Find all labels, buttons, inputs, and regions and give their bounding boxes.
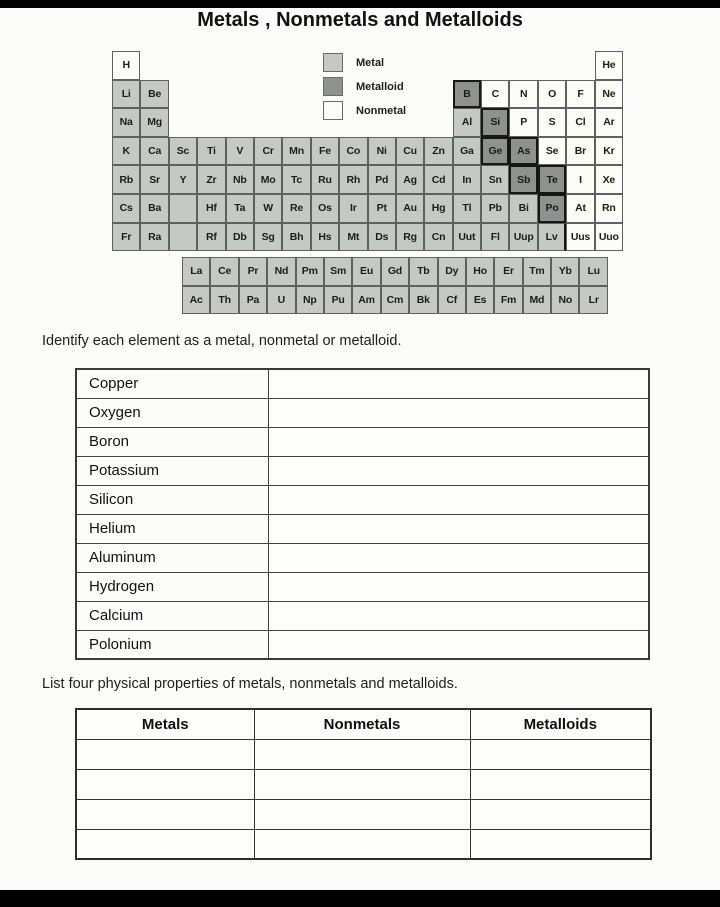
element-cell-Ar: Ar bbox=[595, 108, 623, 137]
property-answer-cell[interactable] bbox=[254, 829, 470, 859]
element-cell-Ba: Ba bbox=[140, 194, 168, 223]
element-cell-Rg: Rg bbox=[396, 223, 424, 252]
legend bbox=[323, 53, 406, 125]
element-cell-Hf: Hf bbox=[197, 194, 225, 223]
element-cell-Fm: Fm bbox=[494, 286, 522, 315]
element-cell-Li: Li bbox=[112, 80, 140, 109]
element-cell-V: V bbox=[226, 137, 254, 166]
element-cell-Er: Er bbox=[494, 257, 522, 286]
element-cell-Zr: Zr bbox=[197, 165, 225, 194]
element-cell-Cm: Cm bbox=[381, 286, 409, 315]
element-name-cell: Calcium bbox=[76, 601, 268, 630]
identify-row bbox=[76, 572, 649, 601]
property-answer-cell[interactable] bbox=[254, 799, 470, 829]
element-cell-Db: Db bbox=[226, 223, 254, 252]
element-cell-Te: Te bbox=[538, 165, 566, 194]
element-cell-Rb: Rb bbox=[112, 165, 140, 194]
element-cell-Sn: Sn bbox=[481, 165, 509, 194]
element-cell-Rf: Rf bbox=[197, 223, 225, 252]
element-cell-Lv: Lv bbox=[538, 223, 566, 252]
element-cell-Na: Na bbox=[112, 108, 140, 137]
answer-cell[interactable] bbox=[268, 369, 649, 398]
properties-header-nonmetals: Nonmetals bbox=[254, 709, 470, 739]
element-cell-Am: Am bbox=[352, 286, 380, 315]
element-cell-Cr: Cr bbox=[254, 137, 282, 166]
legend-label-nonmetal: Nonmetal bbox=[356, 104, 407, 117]
element-cell-Cs: Cs bbox=[112, 194, 140, 223]
element-name-cell: Helium bbox=[76, 514, 268, 543]
element-cell-Mg: Mg bbox=[140, 108, 168, 137]
element-cell-Tc: Tc bbox=[282, 165, 310, 194]
identify-table bbox=[75, 368, 650, 660]
answer-cell[interactable] bbox=[268, 456, 649, 485]
element-cell-Tm: Tm bbox=[523, 257, 551, 286]
legend-item-metal bbox=[323, 53, 406, 72]
legend-label-metal: Metal bbox=[356, 56, 385, 69]
element-cell-Sr: Sr bbox=[140, 165, 168, 194]
element-name-cell: Aluminum bbox=[76, 543, 268, 572]
element-cell-Uuo: Uuo bbox=[595, 223, 623, 252]
legend-item-metalloid bbox=[323, 77, 406, 96]
properties-prompt: List four physical properties of metals, nonmetals and metalloids. bbox=[42, 676, 458, 692]
element-cell-K: K bbox=[112, 137, 140, 166]
element-cell-Eu: Eu bbox=[352, 257, 380, 286]
properties-row bbox=[76, 769, 651, 799]
element-cell-Fr: Fr bbox=[112, 223, 140, 252]
element-cell-Ra: Ra bbox=[140, 223, 168, 252]
nonmetal-color-swatch bbox=[323, 101, 343, 120]
element-cell-Se: Se bbox=[538, 137, 566, 166]
element-cell-Rn: Rn bbox=[595, 194, 623, 223]
element-cell-Ga: Ga bbox=[453, 137, 481, 166]
property-answer-cell[interactable] bbox=[254, 739, 470, 769]
element-cell-Ds: Ds bbox=[368, 223, 396, 252]
element-cell-Bk: Bk bbox=[409, 286, 437, 315]
element-cell-P: P bbox=[509, 108, 537, 137]
identify-row bbox=[76, 427, 649, 456]
element-cell-Cd: Cd bbox=[424, 165, 452, 194]
element-cell-Ce: Ce bbox=[210, 257, 238, 286]
element-cell-Fe: Fe bbox=[311, 137, 339, 166]
answer-cell[interactable] bbox=[268, 630, 649, 659]
page-title: Metals , Nonmetals and Metalloids bbox=[197, 9, 523, 31]
element-cell-Sg: Sg bbox=[254, 223, 282, 252]
element-cell-Kr: Kr bbox=[595, 137, 623, 166]
element-cell-Ho: Ho bbox=[466, 257, 494, 286]
element-cell-Th: Th bbox=[210, 286, 238, 315]
element-cell-Sm: Sm bbox=[324, 257, 352, 286]
element-name-cell: Boron bbox=[76, 427, 268, 456]
element-cell-Ne: Ne bbox=[595, 80, 623, 109]
identify-row bbox=[76, 630, 649, 659]
properties-table bbox=[75, 708, 652, 860]
element-cell-Mt: Mt bbox=[339, 223, 367, 252]
properties-row bbox=[76, 829, 651, 859]
property-answer-cell[interactable] bbox=[470, 799, 651, 829]
element-cell-W: W bbox=[254, 194, 282, 223]
element-cell-Fl: Fl bbox=[481, 223, 509, 252]
identify-prompt: Identify each element as a metal, nonmetal or metalloid. bbox=[42, 333, 402, 349]
element-cell-Cn: Cn bbox=[424, 223, 452, 252]
element-cell-Y: Y bbox=[169, 165, 197, 194]
element-cell-Ge: Ge bbox=[481, 137, 509, 166]
element-name-cell: Silicon bbox=[76, 485, 268, 514]
element-cell-C: C bbox=[481, 80, 509, 109]
element-cell-Ni: Ni bbox=[368, 137, 396, 166]
element-cell-H: H bbox=[112, 51, 140, 80]
empty-cell bbox=[169, 194, 197, 223]
element-cell-Au: Au bbox=[396, 194, 424, 223]
element-cell-Si: Si bbox=[481, 108, 509, 137]
property-answer-cell[interactable] bbox=[470, 829, 651, 859]
answer-cell[interactable] bbox=[268, 543, 649, 572]
element-cell-In: In bbox=[453, 165, 481, 194]
element-cell-F: F bbox=[566, 80, 594, 109]
answer-cell[interactable] bbox=[268, 514, 649, 543]
element-cell-At: At bbox=[566, 194, 594, 223]
element-cell-Ca: Ca bbox=[140, 137, 168, 166]
properties-header-metals: Metals bbox=[76, 709, 254, 739]
property-answer-cell[interactable] bbox=[470, 739, 651, 769]
element-cell-Pa: Pa bbox=[239, 286, 267, 315]
element-cell-Al: Al bbox=[453, 108, 481, 137]
element-cell-Pb: Pb bbox=[481, 194, 509, 223]
element-cell-Md: Md bbox=[523, 286, 551, 315]
element-cell-Ir: Ir bbox=[339, 194, 367, 223]
bottom-black-bar bbox=[0, 890, 720, 907]
answer-cell[interactable] bbox=[268, 398, 649, 427]
answer-cell[interactable] bbox=[268, 601, 649, 630]
element-cell-Dy: Dy bbox=[438, 257, 466, 286]
answer-cell[interactable] bbox=[268, 485, 649, 514]
element-cell-Uus: Uus bbox=[566, 223, 594, 252]
top-black-bar bbox=[0, 0, 720, 8]
element-cell-Pd: Pd bbox=[368, 165, 396, 194]
element-cell-Co: Co bbox=[339, 137, 367, 166]
properties-row bbox=[76, 739, 651, 769]
element-name-cell: Hydrogen bbox=[76, 572, 268, 601]
element-cell-Uut: Uut bbox=[453, 223, 481, 252]
element-cell-Pt: Pt bbox=[368, 194, 396, 223]
element-cell-Gd: Gd bbox=[381, 257, 409, 286]
element-cell-N: N bbox=[509, 80, 537, 109]
element-cell-Sc: Sc bbox=[169, 137, 197, 166]
properties-header-metalloids: Metalloids bbox=[470, 709, 651, 739]
element-cell-Sb: Sb bbox=[509, 165, 537, 194]
properties-row bbox=[76, 799, 651, 829]
properties-header-row bbox=[76, 709, 651, 739]
identify-row bbox=[76, 514, 649, 543]
element-cell-Cl: Cl bbox=[566, 108, 594, 137]
answer-cell[interactable] bbox=[268, 427, 649, 456]
property-answer-cell[interactable] bbox=[76, 799, 254, 829]
element-cell-Bh: Bh bbox=[282, 223, 310, 252]
element-cell-Lr: Lr bbox=[579, 286, 607, 315]
element-cell-Es: Es bbox=[466, 286, 494, 315]
element-cell-As: As bbox=[509, 137, 537, 166]
element-cell-Ru: Ru bbox=[311, 165, 339, 194]
element-cell-Hs: Hs bbox=[311, 223, 339, 252]
element-cell-No: No bbox=[551, 286, 579, 315]
property-answer-cell[interactable] bbox=[470, 769, 651, 799]
element-cell-Be: Be bbox=[140, 80, 168, 109]
element-cell-Os: Os bbox=[311, 194, 339, 223]
element-cell-Mo: Mo bbox=[254, 165, 282, 194]
element-cell-Pr: Pr bbox=[239, 257, 267, 286]
identify-row bbox=[76, 543, 649, 572]
answer-cell[interactable] bbox=[268, 572, 649, 601]
legend-label-metalloid: Metalloid bbox=[356, 80, 404, 93]
element-name-cell: Oxygen bbox=[76, 398, 268, 427]
element-cell-Yb: Yb bbox=[551, 257, 579, 286]
element-cell-Tb: Tb bbox=[409, 257, 437, 286]
element-cell-Zn: Zn bbox=[424, 137, 452, 166]
element-cell-La: La bbox=[182, 257, 210, 286]
element-cell-Lu: Lu bbox=[579, 257, 607, 286]
element-cell-O: O bbox=[538, 80, 566, 109]
element-cell-Cu: Cu bbox=[396, 137, 424, 166]
element-cell-Cf: Cf bbox=[438, 286, 466, 315]
identify-row bbox=[76, 601, 649, 630]
element-cell-Br: Br bbox=[566, 137, 594, 166]
property-answer-cell[interactable] bbox=[76, 739, 254, 769]
element-name-cell: Copper bbox=[76, 369, 268, 398]
element-cell-Ti: Ti bbox=[197, 137, 225, 166]
identify-row bbox=[76, 485, 649, 514]
element-cell-Tl: Tl bbox=[453, 194, 481, 223]
element-cell-Ac: Ac bbox=[182, 286, 210, 315]
element-cell-Rh: Rh bbox=[339, 165, 367, 194]
identify-row bbox=[76, 398, 649, 427]
element-name-cell: Potassium bbox=[76, 456, 268, 485]
element-cell-Hg: Hg bbox=[424, 194, 452, 223]
element-cell-Mn: Mn bbox=[282, 137, 310, 166]
property-answer-cell[interactable] bbox=[254, 769, 470, 799]
metalloid-color-swatch bbox=[323, 77, 343, 96]
element-cell-Po: Po bbox=[538, 194, 566, 223]
element-cell-He: He bbox=[595, 51, 623, 80]
element-cell-Pu: Pu bbox=[324, 286, 352, 315]
lanthanide-actinide-block bbox=[182, 257, 608, 314]
element-cell-Pm: Pm bbox=[296, 257, 324, 286]
element-cell-Bi: Bi bbox=[509, 194, 537, 223]
element-cell-Ag: Ag bbox=[396, 165, 424, 194]
identify-row bbox=[76, 456, 649, 485]
property-answer-cell[interactable] bbox=[76, 769, 254, 799]
element-cell-Uup: Uup bbox=[509, 223, 537, 252]
element-cell-Re: Re bbox=[282, 194, 310, 223]
metal-color-swatch bbox=[323, 53, 343, 72]
element-cell-Nb: Nb bbox=[226, 165, 254, 194]
empty-cell bbox=[169, 223, 197, 252]
element-name-cell: Polonium bbox=[76, 630, 268, 659]
element-cell-U: U bbox=[267, 286, 295, 315]
element-cell-B: B bbox=[453, 80, 481, 109]
legend-item-nonmetal bbox=[323, 101, 406, 120]
property-answer-cell[interactable] bbox=[76, 829, 254, 859]
identify-row bbox=[76, 369, 649, 398]
element-cell-Np: Np bbox=[296, 286, 324, 315]
element-cell-Ta: Ta bbox=[226, 194, 254, 223]
element-cell-S: S bbox=[538, 108, 566, 137]
element-cell-I: I bbox=[566, 165, 594, 194]
element-cell-Xe: Xe bbox=[595, 165, 623, 194]
element-cell-Nd: Nd bbox=[267, 257, 295, 286]
